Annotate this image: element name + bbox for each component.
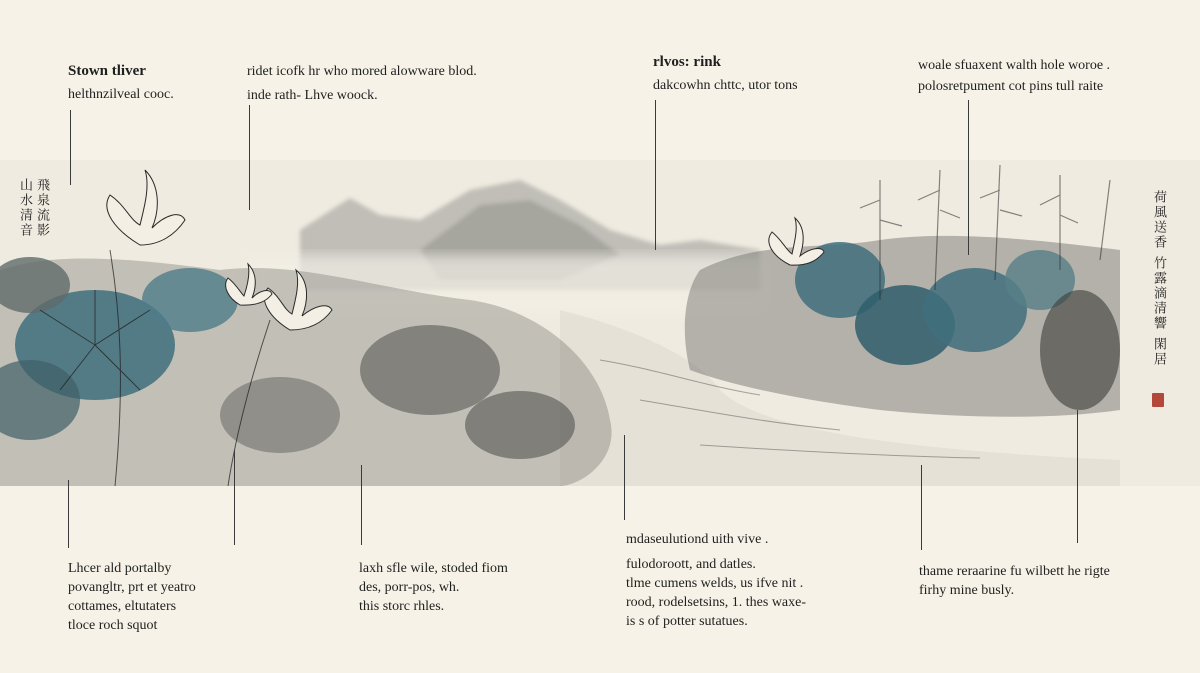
annotation-line: cottames, eltutaters: [68, 599, 177, 614]
annotation-line: des, porr-pos, wh.: [359, 580, 460, 595]
annotation-title: Stown tliver: [68, 63, 146, 79]
annotation-line: tlme cumens welds, us ifve nit .: [626, 576, 804, 591]
annotation-line: fulodoroott, and datles.: [626, 557, 756, 572]
annotation-line: tloce roch squot: [68, 618, 158, 633]
leader-line: [234, 450, 235, 545]
annotation-title: rlvos: rink: [653, 54, 721, 70]
leader-line: [624, 435, 625, 520]
annotation-line: mdaseulutiond uith vive .: [626, 532, 769, 547]
leader-line: [968, 100, 969, 255]
leader-line: [361, 465, 362, 545]
leader-line: [68, 480, 69, 548]
annotation-line: helthnzilveal cooc.: [68, 87, 174, 102]
ink-landscape-painting: [0, 160, 1200, 486]
right-lotus-cluster: [685, 165, 1120, 417]
annotation-line: povangltr, prt et yeatro: [68, 580, 196, 595]
annotation-line: Lhcer ald portalby: [68, 561, 172, 576]
leader-line: [921, 465, 922, 550]
calligraphy-left: 飛泉流影 山水清音: [17, 178, 49, 238]
annotation-bottom-1: [68, 559, 196, 635]
leader-line: [1077, 410, 1078, 543]
annotation-line: polosretpument cot pins tull raite: [918, 79, 1104, 94]
annotation-line: dakcowhn chttc, utor tons: [653, 78, 798, 93]
annotation-line: rood, rodelsetsins, 1. thes waxe-: [626, 595, 807, 610]
annotation-bottom-2: [359, 559, 508, 616]
red-seal-stamp: [1152, 393, 1164, 407]
annotation-top-1: [68, 62, 174, 104]
annotation-line: inde rath- Lhve woock.: [247, 88, 378, 103]
annotation-top-2: [247, 62, 477, 105]
annotation-line: is s of potter sutatues.: [626, 614, 748, 629]
annotation-line: woale sfuaxent walth hole woroe .: [918, 58, 1111, 73]
annotation-line: ridet icofk hr who mored alowware blod.: [247, 64, 477, 79]
annotation-bottom-4: [919, 562, 1110, 600]
annotation-top-4: [918, 56, 1110, 96]
annotation-bottom-3: [626, 530, 806, 631]
annotation-line: firhy mine busly.: [919, 583, 1015, 598]
leader-line: [655, 100, 656, 250]
leader-line: [70, 110, 71, 185]
annotation-top-3: [653, 53, 798, 95]
calligraphy-right: 荷風送香 竹露滴清響 閑居: [1151, 190, 1166, 368]
leader-line: [249, 105, 250, 210]
annotation-line: this storc rhles.: [359, 599, 445, 614]
annotation-line: thame reraarine fu wilbett he rigte: [919, 564, 1110, 579]
annotation-line: laxh sfle wile, stoded fiom: [359, 561, 508, 576]
